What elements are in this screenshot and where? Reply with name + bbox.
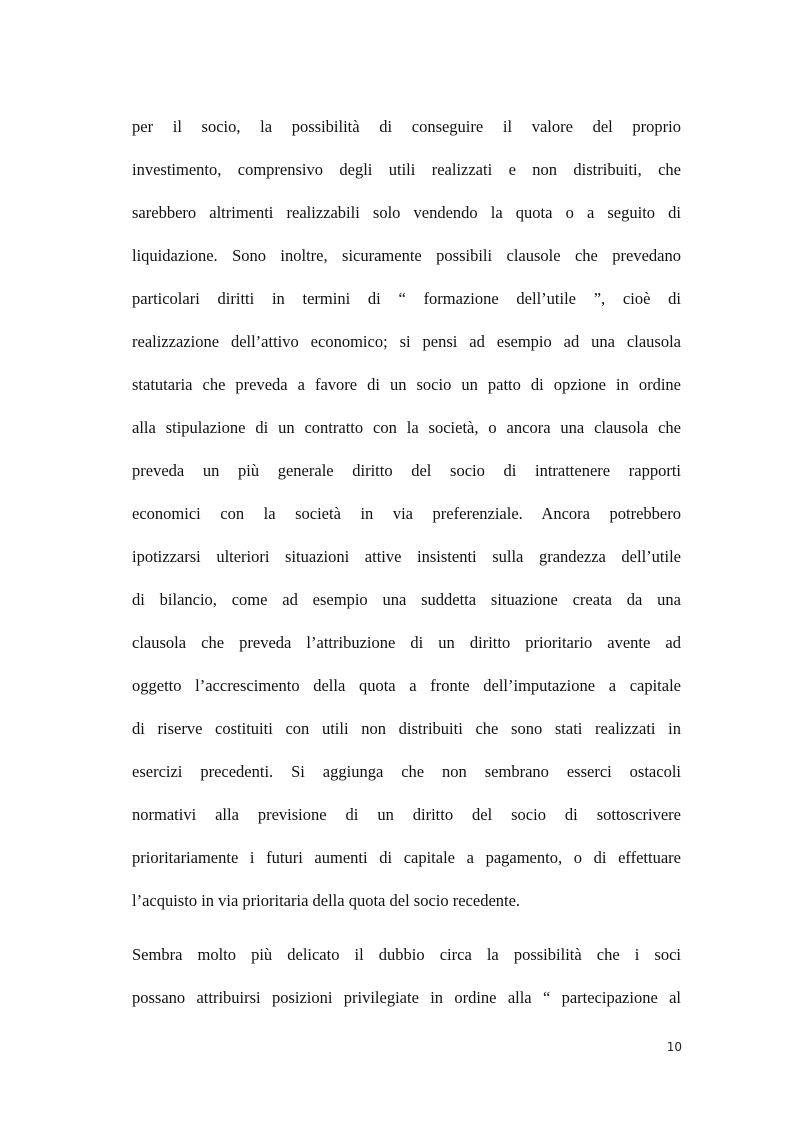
page-number: 10 [666,1040,682,1054]
text-line: clausola che preveda l’attribuzione di un diritto prioritario avente ad [132,633,681,652]
text-line: preveda un più generale diritto del socio di intrattenere rapporti [132,461,681,480]
text-line: esercizi precedenti. Si aggiunga che non sembrano esserci ostacoli [132,762,681,781]
text-line: liquidazione. Sono inoltre, sicuramente possibili clausole che prevedano [132,246,681,265]
text-line: di bilancio, come ad esempio una suddetta situazione creata da una [132,590,681,609]
text-line: oggetto l’accrescimento della quota a fronte dell’imputazione a capitale [132,676,681,695]
text-line: per il socio, la possibilità di conseguire il valore del proprio [132,117,681,136]
text-line: normativi alla previsione di un diritto del socio di sottoscrivere [132,805,681,824]
text-line: possano attribuirsi posizioni privilegiate in ordine alla “ partecipazione al [132,988,681,1007]
text-line: statutaria che preveda a favore di un socio un patto di opzione in ordine [132,375,681,394]
text-line: di riserve costituiti con utili non distribuiti che sono stati realizzati in [132,719,681,738]
text-line: particolari diritti in termini di “ formazione dell’utile ”, cioè di [132,289,681,308]
paragraph-1 [132,105,681,922]
text-line: Sembra molto più delicato il dubbio circa la possibilità che i soci [132,945,681,964]
text-line: investimento, comprensivo degli utili realizzati e non distribuiti, che [132,160,681,179]
text-line: economici con la società in via preferenziale. Ancora potrebbero [132,504,681,523]
text-line: l’acquisto in via prioritaria della quota del socio recedente. [132,891,521,910]
text-line: alla stipulazione di un contratto con la società, o ancora una clausola che [132,418,681,437]
text-line: sarebbero altrimenti realizzabili solo vendendo la quota o a seguito di [132,203,681,222]
text-line: ipotizzarsi ulteriori situazioni attive insistenti sulla grandezza dell’utile [132,547,681,566]
text-line: prioritariamente i futuri aumenti di capitale a pagamento, o di effettuare [132,848,681,867]
paragraph-2 [132,933,681,1019]
text-line: realizzazione dell’attivo economico; si pensi ad esempio ad una clausola [132,332,681,351]
